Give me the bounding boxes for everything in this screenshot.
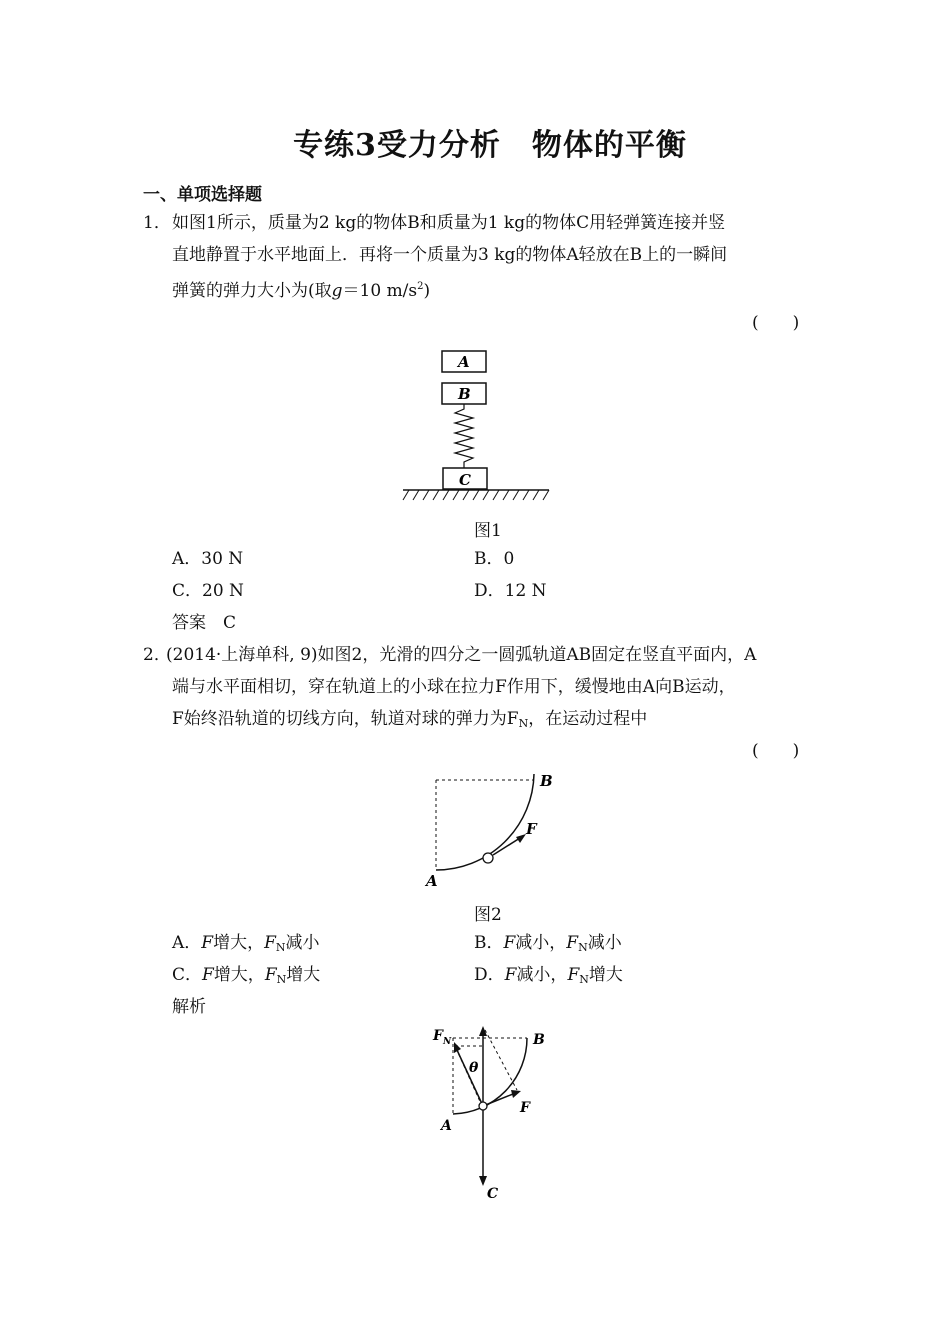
force-f-arrowhead [516,834,526,843]
q1-option-c: C．20 N [172,581,244,601]
section-heading: 一、单项选择题 [143,185,262,205]
q2-answer-bracket: ( ) [752,741,800,761]
dashed-f-guide [485,1030,517,1090]
q1-number: 1． [143,213,171,233]
figure-2-caption: 图2 [474,905,502,925]
label-a: A [441,1118,452,1134]
ground-hatch [403,490,549,500]
label-f: F [526,820,537,838]
gravity-arrowhead [479,1176,487,1186]
label-b: B [533,1032,545,1048]
label-c: C [487,1186,499,1202]
q1-answer-bracket: ( ) [752,313,800,333]
q2-line-1: (2014·上海单科, 9)如图2，光滑的四分之一圆弧轨道AB固定在竖直平面内，A [166,645,757,665]
label-fn: $F_N$ [433,1028,452,1047]
q1-line-2: 直地静置于水平地面上．再将一个质量为3 kg的物体A轻放在B上的一瞬间 [172,245,728,265]
q2-analysis-label: 解析 [172,997,206,1017]
label-theta: θ [469,1060,479,1076]
f-arrowhead [511,1090,521,1098]
q1-figure-spring-diagram [395,345,555,505]
q2-option-d: D．F减小，$F_N$增大 [474,965,623,986]
q2-line-3: F始终沿轨道的切线方向，轨道对球的弹力为$F_N$，在运动过程中 [172,709,648,730]
q2-option-a: A．F增大，$F_N$减小 [172,933,320,954]
q2-line-2: 端与水平面相切，穿在轨道上的小球在拉力F作用下，缓慢地由A向B运动， [172,677,736,697]
q1-line-3: 弹簧的弹力大小为(取g＝10 $m/s^2$) [172,281,431,301]
label-f: F [520,1100,530,1116]
block-c-label: C [459,471,471,489]
block-a-label: A [458,353,470,371]
fn-arrow [457,1050,483,1106]
f-arrow [483,1094,513,1106]
q1-option-b: B．0 [474,549,515,569]
label-b: B [540,772,553,790]
spring [455,404,473,468]
label-a: A [426,872,438,890]
q2-analysis-force-diagram [425,1020,565,1206]
block-b-label: B [458,385,471,403]
q1-line-1: 如图1所示，质量为2 kg的物体B和质量为1 kg的物体C用轻弹簧连接并竖 [172,213,726,233]
q1-option-d: D．12 N [474,581,547,601]
q2-number: 2． [143,645,171,665]
q2-option-c: C．F增大，$F_N$增大 [172,965,321,986]
figure-1-caption: 图1 [474,521,502,541]
ball [483,853,493,863]
page-title: 专练3受力分析 物体的平衡 [293,128,687,163]
q1-option-a: A．30 N [172,549,244,569]
ball [479,1102,487,1110]
q2-option-b: B．F减小，$F_N$减小 [474,933,622,954]
q1-answer: 答案 C [172,613,237,633]
q2-figure-arc-track [420,768,570,892]
